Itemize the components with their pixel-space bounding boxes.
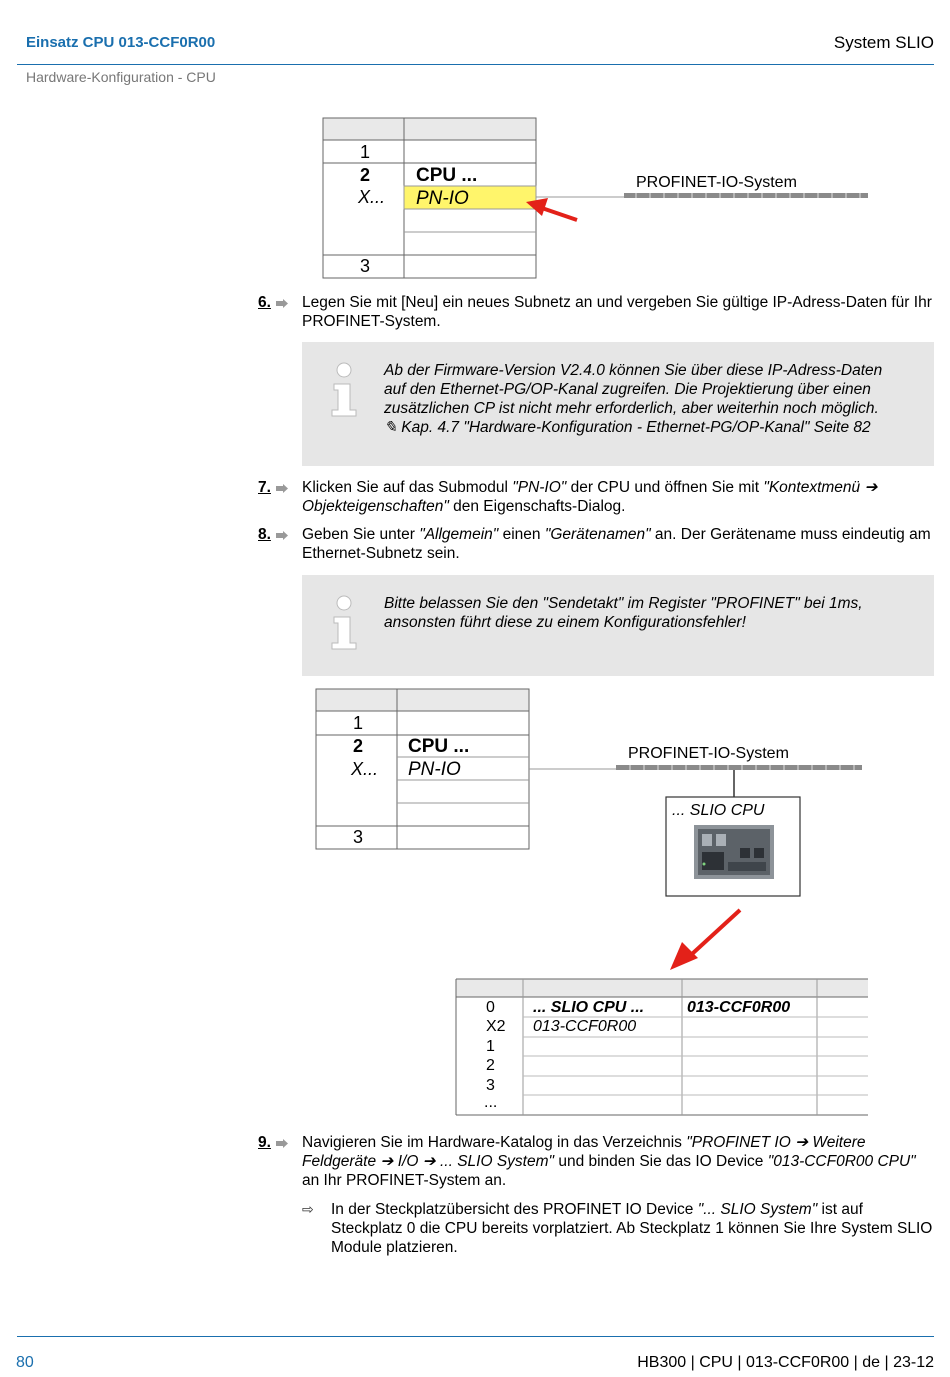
document-reference: HB300 | CPU | 013-CCF0R00 | de | 23-12 xyxy=(637,1354,934,1371)
chapter-title: Einsatz CPU 013-CCF0R00 xyxy=(26,34,216,51)
step-arrow-icon xyxy=(276,1139,288,1148)
io-device-label: ... SLIO CPU xyxy=(672,802,765,819)
network-diagram-graphic xyxy=(300,682,900,972)
step-9 xyxy=(258,1133,934,1193)
step-6 xyxy=(258,293,934,333)
pn-io-submodule-label: PN-IO xyxy=(408,759,461,780)
row-1-label: 1 xyxy=(353,713,364,733)
note-text: Ab der Firmware-Version V2.4.0 können Sie über diese IP-Adress-Daten auf den Ethernet-PG/OP-Kanal zugreifen. Die Projektierung über einen zusätzlichen CP ist nicht mehr erforderlich, aber weiterhin noch möglich. ✎ Kap. 4.7 "Hardware-Konfiguration - Ethernet-PG/OP-Kanal" Seite 82 xyxy=(384,362,883,436)
page-number: 80 xyxy=(16,1354,34,1371)
result-arrow-icon: ⇨ xyxy=(302,1201,314,1217)
step-9-result xyxy=(302,1200,934,1260)
cpu-module-label: ... SLIO CPU ... xyxy=(533,999,645,1016)
info-icon xyxy=(326,362,362,418)
order-number-label: 013-CCF0R00 xyxy=(687,999,791,1016)
step-text: Geben Sie unter "Allgemein" einen "Gerätenamen" an. Der Gerätename muss eindeutig am Ethernet-Subnetz sein. xyxy=(302,526,931,562)
step-text: Klicken Sie auf das Submodul "PN-IO" der CPU und öffnen Sie mit "Kontextmenü ➔ Objekteigenschaften" den Eigenschafts-Dialog. xyxy=(302,479,878,515)
rack-table-graphic xyxy=(300,110,900,285)
product-name: System SLIO xyxy=(833,33,934,52)
step-number: 8. xyxy=(258,526,271,543)
step-text: Legen Sie mit [Neu] ein neues Subnetz an und vergeben Sie gültige IP-Adress-Daten für Ihr PROFINET-System. xyxy=(302,294,932,330)
figure-config-cpu xyxy=(300,110,900,285)
header-rule xyxy=(17,64,934,65)
row-2-label: 2 xyxy=(360,165,371,185)
row-x-label: X... xyxy=(351,759,379,779)
footer-rule xyxy=(17,1336,934,1337)
pn-io-submodule-label: PN-IO xyxy=(416,188,469,209)
info-note-2 xyxy=(302,575,934,676)
step-arrow-icon xyxy=(276,531,288,540)
step-arrow-icon xyxy=(276,484,288,493)
row-1-label: 1 xyxy=(360,142,371,162)
step-8 xyxy=(258,525,934,565)
slot-2-label: 2 xyxy=(486,1057,495,1074)
info-icon xyxy=(326,595,362,651)
cpu-module-label: CPU ... xyxy=(416,165,478,186)
slot-more-label: ... xyxy=(484,1094,498,1111)
row-3-label: 3 xyxy=(353,827,364,847)
step-arrow-icon xyxy=(276,299,288,308)
row-2-label: 2 xyxy=(353,736,364,756)
figure-slot-overview xyxy=(455,978,869,1116)
slot-x2-label: X2 xyxy=(486,1018,506,1035)
row-3-label: 3 xyxy=(360,256,371,276)
cpu-module-label: CPU ... xyxy=(408,736,470,757)
section-subtitle: Hardware-Konfiguration - CPU xyxy=(26,69,216,85)
network-label: PROFINET-IO-System xyxy=(636,174,797,191)
network-label: PROFINET-IO-System xyxy=(628,745,789,762)
step-number: 9. xyxy=(258,1134,271,1151)
step-number: 7. xyxy=(258,479,271,496)
submodule-label: 013-CCF0R00 xyxy=(533,1018,637,1035)
step-number: 6. xyxy=(258,294,271,311)
step-text: Navigieren Sie im Hardware-Katalog in das Verzeichnis "PROFINET IO ➔ Weitere Feldgeräte ➔ I/O ➔ ... SLIO System" und binden Sie das IO Device "013-CCF0R00 CPU" an Ihr PROFINET-System an. xyxy=(302,1134,916,1189)
result-text: In der Steckplatzübersicht des PROFINET IO Device "... SLIO System" ist auf Steckplatz 0 die CPU bereits vorplatziert. Ab Steckplatz 1 können Sie Ihre System SLIO Module platzieren. xyxy=(331,1201,933,1256)
slot-1-label: 1 xyxy=(486,1038,495,1055)
slot-table-graphic xyxy=(455,978,869,1116)
slot-3-label: 3 xyxy=(486,1077,495,1094)
figure-profinet-system xyxy=(300,682,900,972)
slot-0-label: 0 xyxy=(486,999,495,1016)
row-x-label: X... xyxy=(358,187,386,207)
info-note-1 xyxy=(302,342,934,466)
note-text: Bitte belassen Sie den "Sendetakt" im Register "PROFINET" bei 1ms, ansonsten führt diese zu einem Konfigurationsfehler! xyxy=(384,595,863,631)
step-7 xyxy=(258,478,934,518)
